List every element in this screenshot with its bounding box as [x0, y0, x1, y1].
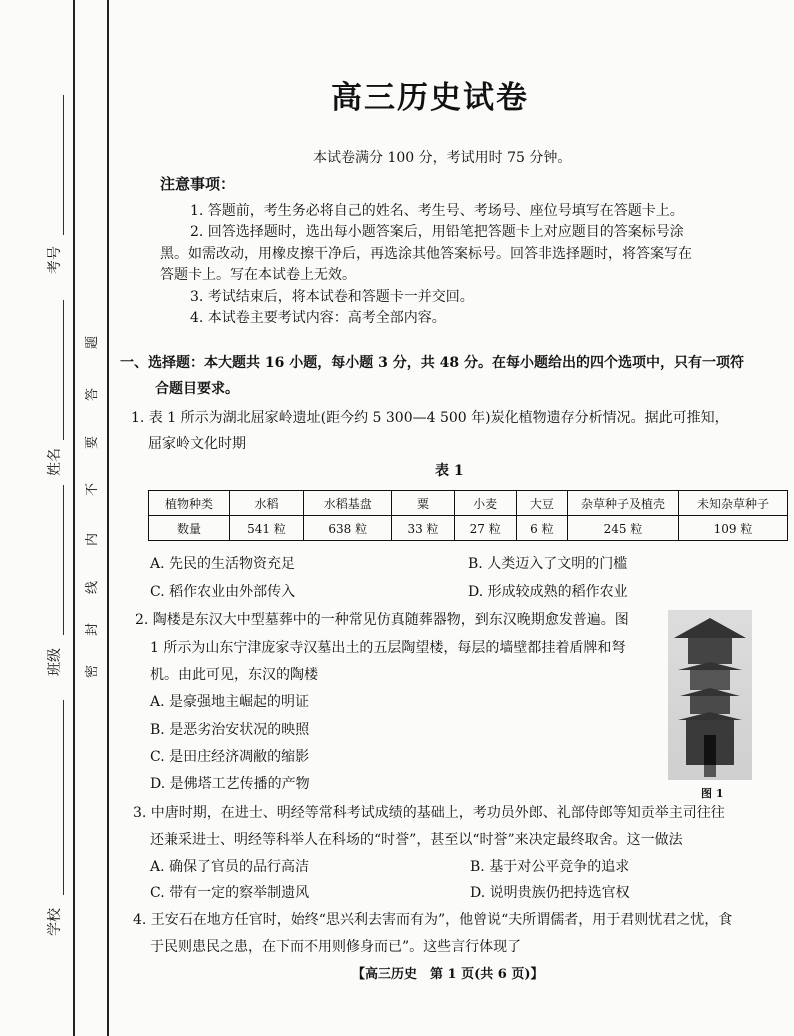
seal-char: 封 [85, 622, 101, 637]
table-cell: 小麦 [454, 491, 516, 516]
seal-char: 不 [85, 482, 101, 497]
q1-stem-cont: 屈家岭文化时期 [148, 436, 246, 452]
note-line: 2. 回答选择题时，选出每小题答案后，用铅笔把答题卡上对应题目的答案标号涂 [190, 224, 684, 240]
table-cell: 541 粒 [230, 516, 304, 541]
q3-option-b[interactable]: B. 基于对公平竞争的追求 [470, 859, 630, 875]
page-footer: 【高三历史 第 1 页(共 6 页)】 [352, 967, 544, 982]
q2-option-c[interactable]: C. 是田庄经济凋敝的缩影 [150, 749, 310, 765]
seal-char: 密 [85, 664, 101, 679]
q2-option-d[interactable]: D. 是佛塔工艺传播的产物 [150, 776, 310, 792]
q2-stem-cont: 1 所示为山东宁津庞家寺汉墓出土的五层陶望楼，每层的墙壁都挂着盾牌和弩 [150, 640, 626, 656]
pottery-tower-figure [668, 610, 752, 780]
note-line: 黑。如需改动，用橡皮擦干净后，再选涂其他答案标号。回答非选择题时，将答案写在 [160, 246, 692, 262]
q1-option-d[interactable]: D. 形成较成熟的稻作农业 [468, 584, 628, 600]
table-row [149, 516, 788, 541]
name-label: 姓名 [47, 448, 63, 476]
q2-stem-cont: 机。由此可见，东汉的陶楼 [150, 667, 318, 683]
seal-char: 线 [85, 580, 101, 595]
table-cell: 109 粒 [679, 516, 788, 541]
table-cell: 植物种类 [149, 491, 230, 516]
q4-stem: 4. 王安石在地方任官时，始终“思兴利去害而有为”，他曾说“夫所谓儒者，用于君则忧君之忧，食 [133, 912, 733, 928]
seal-char: 答 [85, 387, 101, 402]
notes-heading: 注意事项： [160, 175, 236, 193]
data-table [148, 490, 788, 541]
note-line: 3. 考试结束后，将本试卷和答题卡一并交回。 [190, 289, 474, 305]
table-caption: 表 1 [435, 463, 464, 479]
q3-stem-cont: 还兼采进士、明经等科举人在科场的“时誉”，甚至以“时誉”来决定最终取舍。这一做法 [150, 832, 683, 848]
q2-option-a[interactable]: A. 是豪强地主崛起的明证 [150, 694, 310, 710]
q1-option-c[interactable]: C. 稻作农业由外部传入 [150, 584, 296, 600]
binding-line-outer [73, 0, 75, 1036]
q3-option-a[interactable]: A. 确保了官员的品行高洁 [150, 859, 310, 875]
q3-option-c[interactable]: C. 带有一定的察举制遗风 [150, 885, 310, 901]
exam-number-label: 考号 [47, 246, 63, 274]
school-label: 学校 [47, 908, 63, 936]
class-field[interactable] [63, 485, 64, 635]
table-cell: 大豆 [516, 491, 567, 516]
school-field[interactable] [63, 700, 64, 895]
q1-option-b[interactable]: B. 人类迈入了文明的门槛 [468, 556, 628, 572]
seal-char: 内 [85, 532, 101, 547]
table-cell: 638 粒 [304, 516, 392, 541]
seal-char: 要 [85, 435, 101, 450]
section-heading-cont: 合题目要求。 [155, 381, 239, 397]
pottery-tower-image [668, 610, 752, 780]
table-cell: 水稻基盘 [304, 491, 392, 516]
note-line: 答题卡上。写在本试卷上无效。 [160, 267, 356, 283]
table-cell: 数量 [149, 516, 230, 541]
q3-stem: 3. 中唐时期，在进士、明经等常科考试成绩的基础上，考功员外郎、礼部侍郎等知贡举主司往往 [133, 805, 725, 821]
note-line: 1. 答题前，考生务必将自己的姓名、考生号、考场号、座位号填写在答题卡上。 [190, 203, 684, 219]
name-field[interactable] [63, 300, 64, 440]
q1-option-a[interactable]: A. 先民的生活物资充足 [150, 556, 296, 572]
table-cell: 245 粒 [568, 516, 679, 541]
table-cell: 27 粒 [454, 516, 516, 541]
table-cell: 杂草种子及植壳 [568, 491, 679, 516]
q3-option-d[interactable]: D. 说明贵族仍把持选官权 [470, 885, 630, 901]
table-cell: 6 粒 [516, 516, 567, 541]
figure-caption: 图 1 [701, 787, 724, 800]
page-title: 高三历史试卷 [331, 80, 529, 116]
table-header-row [149, 491, 788, 516]
q2-option-b[interactable]: B. 是恶劣治安状况的映照 [150, 722, 310, 738]
table-cell: 33 粒 [392, 516, 454, 541]
note-line: 4. 本试卷主要考试内容：高考全部内容。 [190, 310, 446, 326]
exam-info: 本试卷满分 100 分，考试用时 75 分钟。 [313, 150, 572, 166]
class-label: 班级 [47, 648, 63, 676]
seal-char: 题 [85, 335, 101, 350]
q1-stem: 1. 表 1 所示为湖北屈家岭遗址(距今约 5 300—4 500 年)炭化植物遗存分析情况。据此可推知， [131, 410, 729, 426]
table-cell: 未知杂草种子 [679, 491, 788, 516]
table-cell: 水稻 [230, 491, 304, 516]
q4-stem-cont: 于民则患民之患，在下而不用则修身而已”。这些言行体现了 [150, 939, 522, 955]
binding-line-inner [107, 0, 109, 1036]
q2-stem: 2. 陶楼是东汉大中型墓葬中的一种常见仿真随葬器物，到东汉晚期愈发普遍。图 [135, 612, 629, 628]
table-cell: 粟 [392, 491, 454, 516]
section-heading: 一、选择题：本大题共 16 小题，每小题 3 分，共 48 分。在每小题给出的四个选项中，只有一项符 [120, 355, 744, 371]
